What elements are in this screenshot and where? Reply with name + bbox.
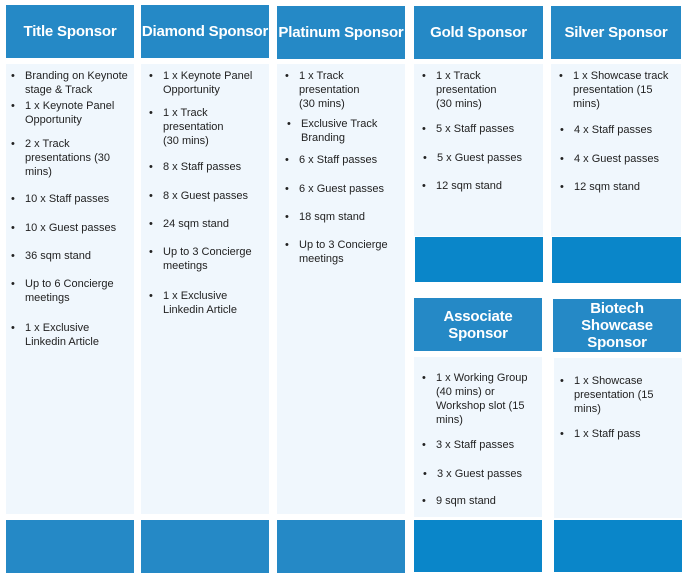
bullet-icon: • — [149, 161, 153, 173]
benefit-text: Up to 3 Concierge meetings — [299, 239, 388, 265]
benefit-text: 5 x Guest passes — [437, 152, 522, 164]
bullet-icon: • — [422, 180, 426, 192]
benefit-text: 1 x Keynote Panel Opportunity — [163, 70, 253, 96]
benefit-item — [11, 249, 133, 263]
benefit-text: Up to 6 Concierge meetings — [25, 278, 114, 304]
benefit-item — [11, 99, 133, 127]
bullet-icon: • — [422, 123, 426, 135]
tier-body-associate — [414, 357, 542, 517]
tier-body-biotech — [554, 358, 682, 518]
benefit-item — [422, 69, 506, 111]
tier-body-diamond — [141, 64, 269, 514]
bullet-icon: • — [149, 70, 153, 82]
tier-header-title — [6, 5, 134, 58]
benefit-text: 24 sqm stand — [163, 218, 230, 230]
bullet-icon: • — [11, 70, 15, 82]
benefit-item — [11, 277, 125, 305]
benefit-item — [149, 160, 263, 174]
tier-footer-bar — [141, 520, 269, 573]
bullet-icon: • — [11, 222, 15, 234]
benefit-item — [422, 371, 536, 427]
tier-header-platinum — [277, 6, 405, 59]
benefit-item — [285, 69, 369, 111]
tier-name: Diamond Sponsor — [141, 23, 269, 40]
tier-name: Silver Sponsor — [564, 24, 668, 41]
tier-header-diamond — [141, 5, 269, 58]
benefit-text: 4 x Staff passes — [574, 124, 653, 136]
benefit-text: Exclusive Track Branding — [301, 118, 378, 144]
bullet-icon: • — [149, 190, 153, 202]
tier-body-title — [6, 64, 134, 514]
benefit-text: 36 sqm stand — [25, 250, 92, 262]
benefit-item — [560, 180, 674, 194]
bullet-icon: • — [422, 372, 426, 384]
benefit-text: 6 x Guest passes — [299, 183, 384, 195]
bullet-icon: • — [285, 70, 289, 82]
tier-footer-bar — [6, 520, 134, 573]
benefit-item — [149, 217, 263, 231]
benefit-item — [149, 69, 258, 97]
bullet-icon: • — [11, 138, 15, 150]
benefit-text: 9 sqm stand — [436, 495, 496, 507]
benefit-text: 3 x Staff passes — [436, 439, 515, 451]
bullet-icon: • — [422, 439, 426, 451]
tier-header-gold — [414, 6, 543, 59]
bullet-icon: • — [285, 183, 289, 195]
bullet-icon: • — [423, 468, 427, 480]
benefit-text: 1 x Track presentation (30 mins) — [299, 70, 360, 110]
benefit-text: 1 x Track presentation (30 mins) — [163, 107, 224, 147]
benefit-item — [285, 182, 399, 196]
benefit-item — [422, 122, 536, 136]
benefit-text: Branding on Keynote stage & Track — [25, 70, 128, 96]
tier-body-gold — [414, 64, 543, 236]
bullet-icon: • — [285, 154, 289, 166]
bullet-icon: • — [149, 218, 153, 230]
benefit-item — [285, 153, 399, 167]
benefit-item — [560, 152, 674, 166]
benefit-text: 1 x Showcase track presentation (15 mins) — [573, 70, 669, 110]
bullet-icon: • — [559, 70, 563, 82]
benefit-item — [422, 438, 536, 452]
benefit-item — [560, 374, 654, 416]
benefit-text: 1 x Keynote Panel Opportunity — [25, 100, 115, 126]
benefit-text: 1 x Exclusive Linkedin Article — [163, 290, 237, 316]
bullet-icon: • — [11, 250, 15, 262]
benefit-item — [11, 321, 105, 349]
tier-footer-bar — [277, 520, 405, 573]
bullet-icon: • — [149, 107, 153, 119]
benefit-text: 1 x Working Group (40 mins) or Workshop slot (15 mins) — [436, 372, 528, 426]
tier-name: Title Sponsor — [23, 23, 117, 40]
benefit-item — [11, 69, 133, 97]
bullet-icon: • — [285, 211, 289, 223]
tier-header-silver — [551, 6, 681, 59]
benefit-item — [285, 238, 399, 266]
benefit-item — [560, 427, 674, 441]
bullet-icon: • — [560, 181, 564, 193]
tier-name: Biotech Showcase Sponsor — [581, 300, 653, 351]
tier-footer-bar — [415, 237, 543, 282]
tier-footer-bar — [554, 520, 682, 572]
benefit-item — [149, 289, 243, 317]
benefit-text: 1 x Exclusive Linkedin Article — [25, 322, 99, 348]
bullet-icon: • — [285, 239, 289, 251]
bullet-icon: • — [11, 100, 15, 112]
benefit-text: 12 sqm stand — [436, 180, 503, 192]
benefit-text: 2 x Track presentations (30 mins) — [25, 138, 110, 178]
bullet-icon: • — [11, 193, 15, 205]
bullet-icon: • — [560, 375, 564, 387]
benefit-text: 3 x Guest passes — [437, 468, 522, 480]
benefit-item — [287, 117, 391, 145]
tier-name: Gold Sponsor — [430, 24, 527, 41]
bullet-icon: • — [287, 118, 291, 130]
benefit-item — [422, 179, 536, 193]
bullet-icon: • — [149, 290, 153, 302]
bullet-icon: • — [560, 124, 564, 136]
tier-footer-bar — [414, 520, 542, 572]
bullet-icon: • — [422, 70, 426, 82]
benefit-item — [149, 106, 233, 148]
benefit-item — [423, 467, 537, 481]
benefit-item — [11, 221, 133, 235]
benefit-text: 8 x Staff passes — [163, 161, 242, 173]
tier-body-platinum — [277, 64, 405, 514]
tier-footer-bar — [552, 237, 681, 283]
benefit-text: 4 x Guest passes — [574, 153, 659, 165]
benefit-item — [423, 151, 537, 165]
tier-name: Associate Sponsor — [443, 307, 513, 342]
benefit-text: 10 x Staff passes — [25, 193, 110, 205]
bullet-icon: • — [11, 278, 15, 290]
benefit-text: 12 sqm stand — [574, 181, 641, 193]
benefit-text: 10 x Guest passes — [25, 222, 117, 234]
bullet-icon: • — [560, 153, 564, 165]
benefit-item — [11, 137, 115, 179]
bullet-icon: • — [422, 495, 426, 507]
benefit-text: 1 x Staff pass — [574, 428, 641, 440]
benefit-item — [149, 245, 263, 273]
benefit-item — [422, 494, 536, 508]
benefit-item — [149, 189, 263, 203]
benefit-text: 1 x Showcase presentation (15 mins) — [574, 375, 654, 415]
bullet-icon: • — [423, 152, 427, 164]
benefit-text: 1 x Track presentation (30 mins) — [436, 70, 497, 110]
benefit-item — [285, 210, 399, 224]
tier-name: Platinum Sponsor — [278, 24, 404, 41]
benefit-text: 5 x Staff passes — [436, 123, 515, 135]
tier-header-biotech — [553, 299, 681, 352]
benefit-item — [560, 123, 674, 137]
benefit-text: 6 x Staff passes — [299, 154, 378, 166]
benefit-text: Up to 3 Concierge meetings — [163, 246, 252, 272]
tier-header-associate — [414, 298, 542, 351]
benefit-text: 18 sqm stand — [299, 211, 366, 223]
benefit-item — [559, 69, 673, 111]
bullet-icon: • — [560, 428, 564, 440]
benefit-text: 8 x Guest passes — [163, 190, 248, 202]
bullet-icon: • — [11, 322, 15, 334]
benefit-item — [11, 192, 133, 206]
tier-body-silver — [551, 64, 681, 236]
bullet-icon: • — [149, 246, 153, 258]
